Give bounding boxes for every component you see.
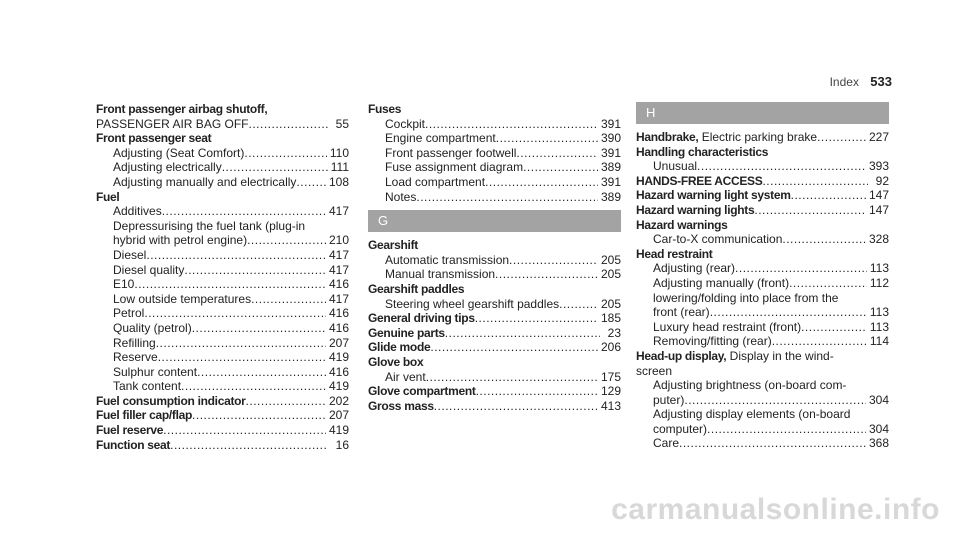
page-reference[interactable]: 389 bbox=[600, 189, 621, 204]
entry-text: hybrid with petrol engine) bbox=[113, 233, 248, 248]
entry-text: Removing/fitting (rear) bbox=[653, 334, 772, 349]
index-subentry bbox=[96, 204, 349, 219]
entry-heading: Gearshift bbox=[368, 238, 418, 253]
entry-text: Air vent bbox=[385, 369, 426, 384]
page-reference[interactable]: 419 bbox=[328, 350, 349, 365]
page-reference[interactable]: 207 bbox=[328, 335, 349, 350]
dot-leader bbox=[754, 203, 866, 218]
dot-leader bbox=[170, 438, 328, 453]
page-reference[interactable]: 417 bbox=[328, 262, 349, 277]
page-reference[interactable]: 304 bbox=[868, 392, 889, 407]
index-entry bbox=[636, 247, 889, 262]
page-reference[interactable]: 413 bbox=[600, 398, 621, 413]
page-reference[interactable]: 417 bbox=[328, 291, 349, 306]
index-subentry bbox=[636, 378, 889, 393]
index-subentry bbox=[368, 131, 621, 146]
index-subentry bbox=[636, 422, 889, 437]
entry-term: Glove compartment bbox=[368, 384, 476, 399]
dot-leader bbox=[679, 436, 866, 451]
entry-text: Adjusting display elements (on-board bbox=[653, 407, 851, 422]
page-number: 533 bbox=[870, 74, 892, 89]
index-column-2 bbox=[368, 102, 621, 413]
page-reference[interactable]: 417 bbox=[328, 204, 349, 219]
page-reference[interactable]: 419 bbox=[328, 379, 349, 394]
dot-leader bbox=[772, 334, 867, 349]
dot-leader bbox=[156, 336, 326, 351]
entry-text: Unusual bbox=[653, 159, 698, 174]
dot-leader bbox=[197, 365, 326, 380]
entry-term: Fuel reserve bbox=[96, 423, 164, 438]
dot-leader bbox=[509, 253, 598, 268]
dot-leader bbox=[559, 297, 598, 312]
index-entry bbox=[96, 423, 349, 438]
page-reference[interactable]: 416 bbox=[328, 320, 349, 335]
entry-text: Sulphur content bbox=[113, 364, 198, 379]
page-reference[interactable]: 389 bbox=[600, 160, 621, 175]
dot-leader bbox=[485, 175, 598, 190]
entry-term: Hazard warning light system bbox=[636, 188, 791, 203]
index-label: Index bbox=[829, 75, 859, 89]
page-header bbox=[830, 74, 892, 89]
page-reference[interactable]: 16 bbox=[335, 437, 349, 452]
dot-leader bbox=[762, 174, 868, 189]
entry-text: Petrol bbox=[113, 306, 145, 321]
entry-term: Handbrake, bbox=[636, 130, 699, 144]
entry-heading-note: Display in the wind- bbox=[726, 348, 834, 363]
index-entry bbox=[368, 399, 621, 414]
index-entry bbox=[368, 238, 621, 253]
index-subentry bbox=[96, 175, 349, 190]
index-subentry bbox=[96, 233, 349, 248]
dot-leader bbox=[296, 175, 326, 190]
page-reference[interactable]: 304 bbox=[868, 421, 889, 436]
section-letter-heading: G bbox=[368, 210, 621, 232]
page-reference[interactable]: 129 bbox=[600, 384, 621, 399]
index-subentry bbox=[636, 334, 889, 349]
entry-text bbox=[96, 423, 163, 438]
entry-text: Additives bbox=[113, 204, 162, 219]
dot-leader bbox=[697, 159, 866, 174]
index-entry bbox=[636, 364, 889, 379]
entry-text bbox=[368, 384, 476, 399]
page-reference[interactable]: 207 bbox=[328, 408, 349, 423]
entry-text: Automatic transmission bbox=[385, 252, 510, 267]
index-subentry bbox=[636, 436, 889, 451]
entry-term: Genuine parts bbox=[368, 325, 445, 340]
index-subentry bbox=[96, 248, 349, 263]
entry-text bbox=[96, 438, 170, 453]
entry-text: Engine compartment bbox=[385, 131, 496, 146]
entry-text: lowering/folding into place from the bbox=[653, 290, 839, 305]
index-subentry bbox=[96, 160, 349, 175]
page-reference[interactable]: 205 bbox=[600, 252, 621, 267]
entry-text: Load compartment bbox=[385, 174, 486, 189]
entry-text bbox=[368, 340, 430, 355]
entry-text: Tank content bbox=[113, 379, 182, 394]
dot-leader bbox=[476, 384, 598, 399]
entry-text bbox=[636, 203, 754, 218]
entry-text: Adjusting (rear) bbox=[653, 261, 736, 276]
dot-leader bbox=[192, 321, 326, 336]
index-entry bbox=[636, 203, 889, 218]
dot-leader bbox=[475, 311, 598, 326]
page-reference[interactable]: 390 bbox=[600, 131, 621, 146]
index-entry bbox=[636, 218, 889, 233]
dot-leader bbox=[516, 146, 598, 161]
index-entry bbox=[368, 384, 621, 399]
entry-heading: Fuel bbox=[96, 189, 120, 204]
index-entry bbox=[96, 117, 349, 132]
index-subentry bbox=[368, 267, 621, 282]
dot-leader bbox=[248, 117, 328, 132]
entry-text: Low outside temperatures bbox=[113, 291, 252, 306]
index-subentry bbox=[368, 146, 621, 161]
entry-heading: Fuses bbox=[368, 102, 402, 116]
index-subentry bbox=[96, 292, 349, 307]
index-subentry bbox=[368, 370, 621, 385]
entry-text: Adjusting brightness (on-board com- bbox=[653, 378, 847, 393]
index-subentry bbox=[636, 261, 889, 276]
index-subentry bbox=[96, 379, 349, 394]
entry-text: E10 bbox=[113, 277, 135, 292]
dot-leader bbox=[192, 408, 326, 423]
page-reference[interactable]: 210 bbox=[328, 233, 349, 248]
page-reference[interactable]: 416 bbox=[328, 364, 349, 379]
dot-leader bbox=[144, 306, 326, 321]
entry-heading: Glove box bbox=[368, 354, 424, 369]
dot-leader bbox=[426, 370, 598, 385]
page-reference[interactable]: 417 bbox=[328, 247, 349, 262]
entry-term: General driving tips bbox=[368, 311, 475, 326]
section-letter-heading: H bbox=[636, 102, 889, 124]
entry-term: Fuel consumption indicator bbox=[96, 393, 246, 408]
dot-leader bbox=[496, 131, 598, 146]
index-entry bbox=[636, 174, 889, 189]
index-entry bbox=[96, 131, 349, 146]
entry-heading: Front passenger airbag shutoff, bbox=[96, 102, 268, 116]
entry-text: Notes bbox=[385, 189, 417, 204]
entry-text: Steering wheel gearshift paddles bbox=[385, 296, 560, 311]
page-reference[interactable]: 23 bbox=[607, 325, 621, 340]
entry-heading: Front passenger seat bbox=[96, 131, 212, 146]
page-reference[interactable]: 110 bbox=[329, 145, 349, 160]
index-entry bbox=[96, 394, 349, 409]
page-reference[interactable]: 113 bbox=[869, 305, 889, 320]
index-subentry bbox=[636, 320, 889, 335]
page-reference[interactable]: 205 bbox=[600, 296, 621, 311]
index-subentry bbox=[96, 350, 349, 365]
page-reference[interactable]: 206 bbox=[600, 340, 621, 355]
dot-leader bbox=[246, 394, 326, 409]
page-reference[interactable]: 185 bbox=[600, 311, 621, 326]
entry-text: Quality (petrol) bbox=[113, 320, 192, 335]
entry-text: Depressurising the fuel tank (plug-in bbox=[113, 218, 306, 233]
index-entry bbox=[368, 355, 621, 370]
index-entry bbox=[96, 408, 349, 423]
dot-leader bbox=[162, 204, 326, 219]
entry-text: front (rear) bbox=[653, 305, 710, 320]
page-reference[interactable]: 368 bbox=[868, 436, 889, 451]
entry-text bbox=[368, 311, 475, 326]
dot-leader bbox=[735, 261, 867, 276]
index-column-1 bbox=[96, 102, 349, 452]
entry-text: computer) bbox=[653, 421, 708, 436]
entry-text: Diesel quality bbox=[113, 262, 185, 277]
dot-leader bbox=[523, 160, 598, 175]
dot-leader bbox=[789, 276, 867, 291]
page-reference[interactable]: 108 bbox=[328, 174, 349, 189]
dot-leader bbox=[710, 305, 867, 320]
index-subentry bbox=[636, 232, 889, 247]
entry-text: Adjusting (Seat Comfort) bbox=[113, 145, 245, 160]
index-subentry bbox=[368, 117, 621, 132]
index-entry bbox=[368, 311, 621, 326]
index-subentry bbox=[636, 407, 889, 422]
index-column-3 bbox=[636, 102, 889, 451]
index-entry bbox=[368, 282, 621, 297]
page-reference[interactable]: 205 bbox=[600, 267, 621, 282]
index-subentry bbox=[368, 190, 621, 205]
index-entry bbox=[636, 188, 889, 203]
index-subentry bbox=[368, 253, 621, 268]
dot-leader bbox=[416, 190, 598, 205]
dot-leader bbox=[222, 160, 328, 175]
index-subentry bbox=[96, 146, 349, 161]
entry-text bbox=[368, 326, 445, 341]
index-entry bbox=[96, 438, 349, 453]
entry-term: Gross mass bbox=[368, 398, 434, 413]
page-reference[interactable]: 391 bbox=[600, 174, 621, 189]
index-subentry bbox=[636, 305, 889, 320]
dot-leader bbox=[244, 146, 326, 161]
index-subentry bbox=[636, 159, 889, 174]
entry-text: Reserve bbox=[113, 350, 158, 365]
index-subentry bbox=[636, 393, 889, 408]
entry-text bbox=[96, 394, 246, 409]
page-reference[interactable]: 227 bbox=[868, 130, 889, 144]
dot-leader bbox=[184, 263, 326, 278]
entry-text bbox=[636, 174, 762, 189]
dot-leader bbox=[146, 248, 326, 263]
index-entry bbox=[368, 326, 621, 341]
entry-text: Adjusting electrically bbox=[113, 160, 222, 175]
page-reference[interactable]: 175 bbox=[600, 369, 621, 384]
page-reference[interactable]: 55 bbox=[335, 116, 349, 131]
entry-term: Glide mode bbox=[368, 340, 431, 355]
page-reference[interactable]: 416 bbox=[328, 306, 349, 321]
index-subentry bbox=[368, 160, 621, 175]
index-subentry bbox=[368, 297, 621, 312]
page-reference[interactable]: 202 bbox=[328, 393, 349, 408]
dot-leader bbox=[134, 277, 326, 292]
dot-leader bbox=[801, 320, 867, 335]
index-subentry bbox=[636, 276, 889, 291]
page-reference[interactable]: 147 bbox=[868, 188, 889, 203]
page-reference[interactable]: 113 bbox=[869, 319, 889, 334]
entry-heading: Head-up display, bbox=[636, 348, 727, 363]
index-entry bbox=[368, 340, 621, 355]
entry-term: Fuel filler cap/flap bbox=[96, 408, 193, 423]
page-reference[interactable]: 112 bbox=[869, 275, 889, 290]
index-subentry bbox=[96, 277, 349, 292]
index-entry bbox=[636, 130, 889, 145]
dot-leader bbox=[158, 350, 326, 365]
index-subentry bbox=[96, 219, 349, 234]
entry-term-note: Electric parking brake bbox=[698, 130, 818, 144]
index-entry bbox=[636, 145, 889, 160]
entry-term: HANDS-FREE ACCESS bbox=[636, 173, 763, 188]
index-entry bbox=[96, 102, 349, 117]
entry-heading: Hazard warnings bbox=[636, 217, 728, 232]
entry-text bbox=[96, 408, 192, 423]
dot-leader bbox=[434, 399, 598, 414]
entry-text: Front passenger footwell bbox=[385, 145, 517, 160]
entry-heading: Gearshift paddles bbox=[368, 281, 465, 296]
page-reference[interactable]: 391 bbox=[600, 145, 621, 160]
entry-text: screen bbox=[636, 363, 673, 378]
dot-leader bbox=[163, 423, 326, 438]
entry-heading: Head restraint bbox=[636, 246, 713, 261]
entry-text: Luxury head restraint (front) bbox=[653, 319, 802, 334]
dot-leader bbox=[181, 379, 326, 394]
index-subentry bbox=[96, 336, 349, 351]
index-subentry bbox=[96, 321, 349, 336]
entry-text: Refilling bbox=[113, 335, 156, 350]
dot-leader bbox=[247, 233, 326, 248]
watermark: carmanualsonline.info bbox=[611, 493, 940, 526]
entry-text bbox=[368, 399, 434, 414]
page-reference[interactable]: 111 bbox=[330, 160, 349, 175]
entry-text: PASSENGER AIR BAG OFF bbox=[96, 116, 249, 131]
page-reference[interactable]: 113 bbox=[869, 261, 889, 276]
index-subentry bbox=[96, 365, 349, 380]
dot-leader bbox=[445, 326, 600, 341]
page-reference[interactable]: 391 bbox=[600, 116, 621, 131]
dot-leader bbox=[817, 130, 866, 145]
entry-heading: Handling characteristics bbox=[636, 144, 769, 159]
page-reference[interactable]: 147 bbox=[868, 202, 889, 217]
dot-leader bbox=[684, 393, 866, 408]
index-subentry bbox=[96, 306, 349, 321]
dot-leader bbox=[251, 292, 326, 307]
entry-text: Adjusting manually (front) bbox=[653, 275, 790, 290]
entry-text: Adjusting manually and electrically bbox=[113, 174, 297, 189]
dot-leader bbox=[430, 340, 598, 355]
index-entry bbox=[368, 102, 621, 117]
page-reference[interactable]: 393 bbox=[868, 159, 889, 174]
index-subentry bbox=[96, 263, 349, 278]
dot-leader bbox=[782, 232, 866, 247]
entry-text: puter) bbox=[653, 392, 685, 407]
entry-text: Manual transmission bbox=[385, 267, 496, 282]
page-reference[interactable]: 92 bbox=[875, 173, 889, 188]
index-subentry bbox=[636, 291, 889, 306]
index-subentry bbox=[368, 175, 621, 190]
dot-leader bbox=[707, 422, 866, 437]
entry-term: Hazard warning lights bbox=[636, 202, 755, 217]
dot-leader bbox=[425, 117, 598, 132]
entry-text: Car-to-X communication bbox=[653, 232, 783, 247]
page-reference[interactable]: 416 bbox=[328, 277, 349, 292]
dot-leader bbox=[791, 188, 866, 203]
page-reference[interactable]: 328 bbox=[868, 232, 889, 247]
entry-text bbox=[636, 188, 791, 203]
index-entry bbox=[636, 349, 889, 364]
page-reference[interactable]: 114 bbox=[869, 334, 889, 349]
entry-text: Care bbox=[653, 436, 680, 451]
entry-text: Fuse assignment diagram bbox=[385, 160, 524, 175]
entry-text: Diesel bbox=[113, 247, 147, 262]
entry-text: Cockpit bbox=[385, 116, 426, 131]
page-reference[interactable]: 419 bbox=[328, 423, 349, 438]
entry-text bbox=[636, 130, 817, 145]
entry-term: Function seat bbox=[96, 437, 171, 452]
dot-leader bbox=[495, 267, 598, 282]
index-entry bbox=[96, 190, 349, 205]
